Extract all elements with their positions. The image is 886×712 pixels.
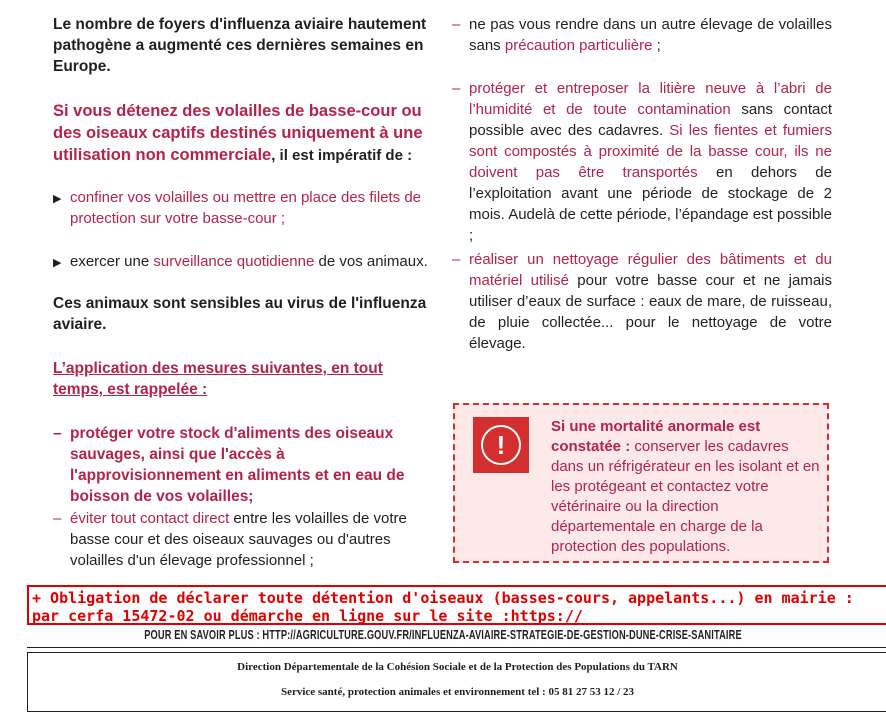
r1-b: ; (652, 37, 661, 54)
dash-bullet: – (452, 80, 461, 97)
dash-bullet: – (53, 510, 62, 527)
intro-paragraph: Le nombre de foyers d'influenza aviaire hautement pathogène a augmenté ces dernières semaines en Europe. (53, 16, 427, 75)
r1-red: précaution particulière (504, 37, 653, 54)
detenez-black-text: , il est impératif de : (271, 147, 413, 164)
r3-red: réaliser un nettoyage régulier des bâtiments et du matériel utilisé (469, 251, 832, 289)
list-item (53, 187, 437, 229)
detenez-paragraph (53, 100, 437, 167)
alert-bold-text: Si une mortalité anormale est constatée : (551, 418, 761, 455)
more-info-link[interactable]: POUR EN SAVOIR PLUS : HTTP://AGRICULTURE.GOUV.FR/INFLUENZA-AVIAIRE-STRATEGIE-DE-GESTION-DUNE-CRISE-SANITAIRE (144, 628, 742, 642)
bullet2-b: de vos animaux. (314, 253, 428, 270)
application-heading: L’application des mesures suivantes, en tout temps, est rappelée : (53, 360, 383, 398)
footer-line-2: Service santé, protection animales et environnement tel : 05 81 27 53 12 / 23 (280, 686, 635, 698)
declaration-banner (27, 585, 886, 625)
r2-red2: Si les fientes et fumiers sont compostés à proximité de la basse cour, ils ne doivent pas être transportés (469, 122, 833, 181)
list-item (53, 423, 437, 507)
dash2-red: éviter tout contact direct (70, 510, 230, 527)
list-item (53, 251, 437, 272)
list-item (452, 249, 832, 354)
r2-red1: protéger et entreposer la litière neuve à l’abri de l’humidité et de toute contamination (469, 80, 832, 118)
dash2-text (53, 508, 437, 571)
dash1-text: protéger votre stock d'aliments des oiseaux sauvages, ainsi que l'accès à l'approvisionnement en aliments et en eau de boisson de vos volailles; (70, 425, 405, 505)
dash2-b: entre les volailles de votre basse cour et des oiseaux sauvages ou d'autres volailles d'un élevage professionnel ; (70, 510, 407, 569)
footer-box (27, 652, 886, 712)
bullet1-text: confiner vos volailles ou mettre en place des filets de protection sur votre basse-cour ; (70, 189, 422, 227)
r2-c: en dehors de l’exploitation avant une période de stockage de 2 mois. Audelà de cette période, l’épandage est possible ; (469, 164, 832, 244)
r1-a: ne pas vous rendre dans un autre élevage de volailles sans (469, 16, 832, 54)
mortality-alert-box (453, 403, 829, 563)
list-item (53, 508, 437, 571)
triangle-bullet-icon: ▶ (53, 193, 62, 205)
bullet2-a: exercer une (70, 253, 154, 270)
bullet2-red: surveillance quotidienne (153, 253, 315, 270)
banner-line-2: par cerfa 15472-02 ou démarche en ligne sur le site :https:// (32, 607, 583, 625)
alert-body-text: conserver les cadavres dans un réfrigérateur en les isolant et en les protégeant et contactez votre vétérinaire ou la direction départementale en charge de la protection des populations. (551, 438, 820, 555)
triangle-bullet-icon: ▶ (53, 257, 62, 269)
r1-text (452, 14, 832, 56)
detenez-red-text: Si vous détenez des volailles de basse-cour ou des oiseaux captifs destinés uniquement à une utilisation non commerciale (53, 102, 423, 164)
list-item (452, 14, 832, 56)
sensibles-paragraph: Ces animaux sont sensibles au virus de l'influenza aviaire. (53, 295, 427, 333)
bullet2-text (53, 251, 437, 272)
dash-bullet: – (452, 16, 461, 33)
banner-line-1: + Obligation de déclarer toute détention d'oiseaux (basses-cours, appelants...) en mairie : (32, 589, 854, 607)
r3-text (452, 249, 832, 354)
r2-b: sans contact possible avec des cadavres. (469, 101, 832, 139)
footer-line-1: Direction Départementale de la Cohésion Sociale et de la Protection des Populations du TARN (237, 661, 678, 673)
r3-b: pour votre basse cour et ne jamais utiliser d’eaux de surface : eaux de mare, de ruisseau, de pluie collectée... pour le nettoyage de votre élevage. (469, 272, 832, 352)
alert-text (551, 417, 821, 557)
dash-bullet: – (53, 425, 62, 442)
dash-bullet: – (452, 251, 461, 268)
exclamation-icon: ! (473, 417, 529, 473)
r2-text (452, 78, 832, 246)
list-item (452, 78, 832, 246)
divider (27, 647, 886, 648)
